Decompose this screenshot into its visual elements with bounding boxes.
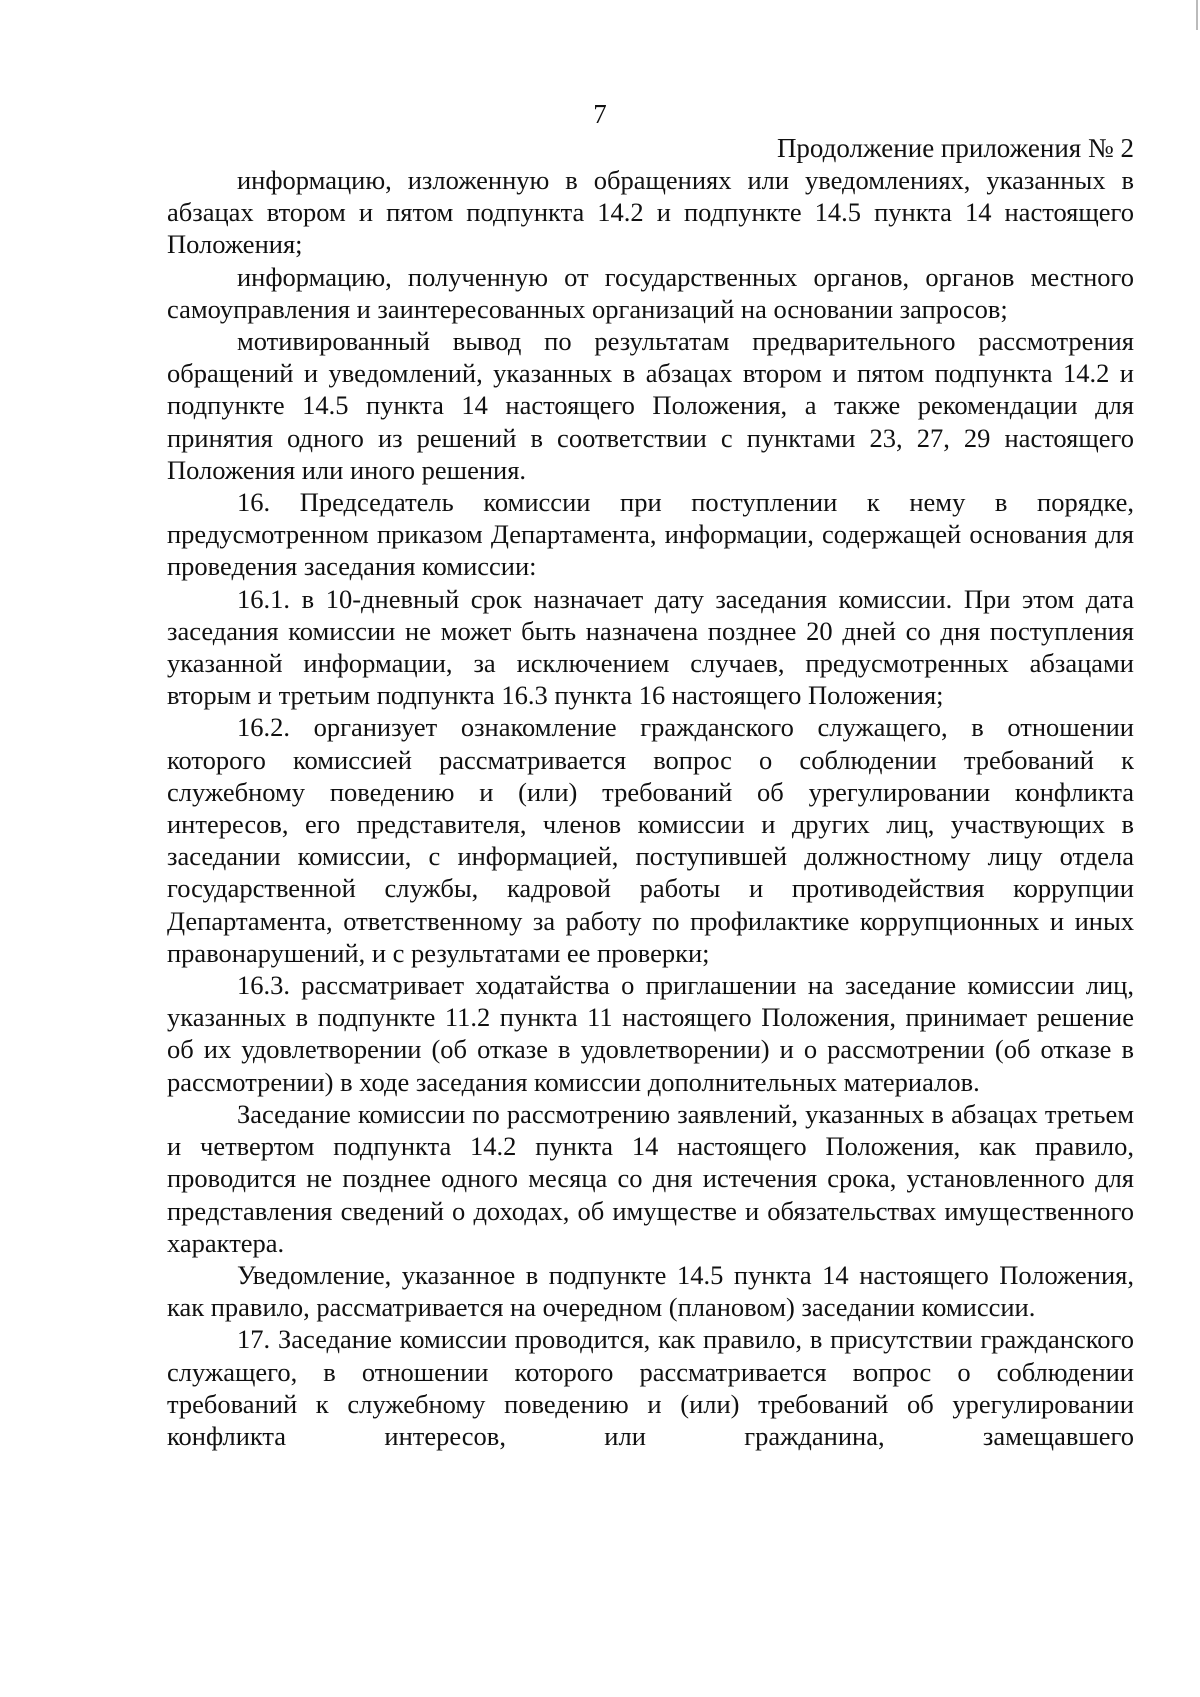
paragraph-17: 17. Заседание комиссии проводится, как правило, в присутствии гражданского служащего, в отношении которого рассматривается вопрос о соблюдении требований к служебному поведению и (или) требований об урегулировании конфликта интересов, или гражданина, замещавшего bbox=[167, 1324, 1134, 1451]
paragraph-16: 16. Председатель комиссии при поступлении к нему в порядке, предусмотренном приказом Департамента, информации, содержащей основания для проведения заседания комиссии: bbox=[167, 487, 1134, 582]
paragraph-meeting-applications: Заседание комиссии по рассмотрению заявлений, указанных в абзацах третьем и четвертом подпункта 14.2 пункта 14 настоящего Положения, как правило, проводится не позднее одного месяца со дня истечения срока, установленного для представления сведений о доходах, об имуществе и обязательствах имущественного характера. bbox=[167, 1098, 1134, 1258]
scan-edge-mark bbox=[1196, 0, 1198, 30]
paragraph-info-appeals: информацию, изложенную в обращениях или уведомлениях, указанных в абзацах втором и пятом подпункта 14.2 и подпункте 14.5 пункта 14 настоящего Положения; bbox=[167, 165, 1134, 260]
paragraph-16-3: 16.3. рассматривает ходатайства о приглашении на заседание комиссии лиц, указанных в подпункте 11.2 пункта 11 настоящего Положения, принимает решение об их удовлетворении (об отказе в удовлетворении) и о рассмотрении (об отказе в рассмотрении) в ходе заседания комиссии дополнительных материалов. bbox=[167, 970, 1134, 1097]
paragraph-notification: Уведомление, указанное в подпункте 14.5 пункта 14 настоящего Положения, как правило, рассматривается на очередном (плановом) заседании комиссии. bbox=[167, 1259, 1134, 1323]
paragraph-16-1: 16.1. в 10-дневный срок назначает дату заседания комиссии. При этом дата заседания комиссии не может быть назначена позднее 20 дней со дня поступления указанной информации, за исключением случаев, предусмотренных абзацами вторым и третьим подпункта 16.3 пункта 16 настоящего Положения; bbox=[167, 583, 1134, 711]
paragraph-info-state-bodies: информацию, полученную от государственных органов, органов местного самоуправления и заинтересованных организаций на основании запросов; bbox=[167, 261, 1134, 324]
paragraph-16-2: 16.2. организует ознакомление гражданского служащего, в отношении которого комиссией рассматривается вопрос о соблюдении требований к служебному поведению и (или) требований об урегулировании конфликта интересов, его представителя, членов комиссии и других лиц, участвующих в заседании комиссии, с информацией, поступившей должностному лицу отдела государственной службы, кадровой работы и противодействия коррупции Департамента, ответственному за работу по профилактике коррупционных и иных правонарушений, и с результатами ее проверки; bbox=[167, 712, 1134, 968]
appendix-continuation-header: Продолжение приложения № 2 bbox=[776, 133, 1134, 163]
document-body bbox=[167, 164, 1134, 1452]
page-number: 7 bbox=[593, 99, 607, 129]
paragraph-motivated-conclusion: мотивированный вывод по результатам предварительного рассмотрения обращений и уведомлений, указанных в абзацах втором и пятом подпункта 14.2 и подпункте 14.5 пункта 14 настоящего Положения, а также рекомендации для принятия одного из решений в соответствии с пунктами 23, 27, 29 настоящего Положения или иного решения. bbox=[167, 326, 1134, 485]
